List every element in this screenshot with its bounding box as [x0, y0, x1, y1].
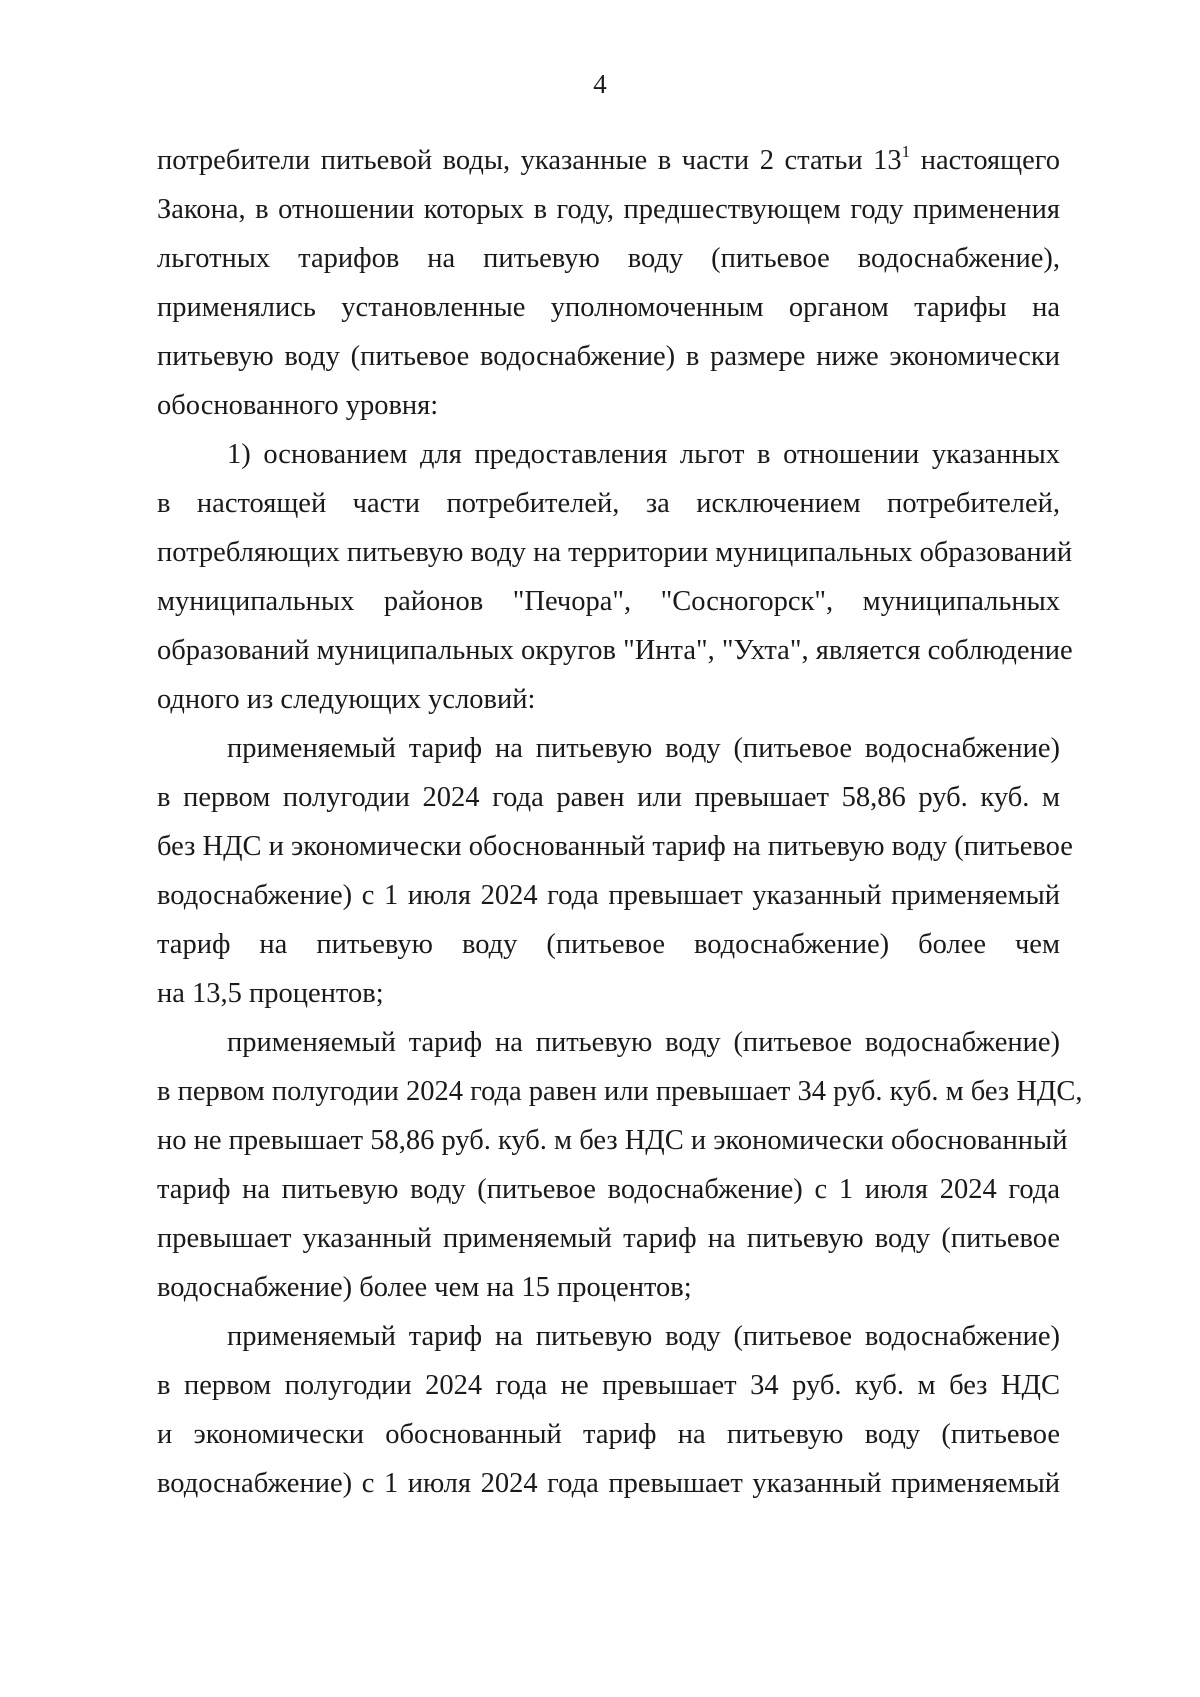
- text-line: тариф на питьевую воду (питьевое водоснабжение) более чем: [157, 929, 1060, 960]
- paragraph-condition-1: [157, 724, 1073, 1018]
- text-line: но не превышает 58,86 руб. куб. м без НДС и экономически обоснованный: [157, 1125, 1068, 1156]
- text-line: в первом полугодии 2024 года не превышает 34 руб. куб. м без НДС: [157, 1370, 1060, 1401]
- paragraph-consumers-intro: [157, 136, 1060, 430]
- text-line: образований муниципальных округов "Инта", "Ухта", является соблюдение: [157, 635, 1073, 666]
- text-line: питьевую воду (питьевое водоснабжение) в размере ниже экономически: [157, 341, 1060, 372]
- text-line: применяемый тариф на питьевую воду (питьевое водоснабжение): [227, 1027, 1060, 1058]
- text-line: 1) основанием для предоставления льгот в отношении указанных: [227, 439, 1060, 470]
- text-line: потребители питьевой воды, указанные в части 2 статьи $13^1$ настоящего: [157, 142, 1060, 176]
- text-line: муниципальных районов "Печора", "Сосногорск", муниципальных: [157, 586, 1060, 617]
- document-body: [157, 136, 1083, 1508]
- text-line: льготных тарифов на питьевую воду (питьевое водоснабжение),: [157, 243, 1060, 274]
- text-line: применяемый тариф на питьевую воду (питьевое водоснабжение): [227, 1321, 1060, 1352]
- page-number: 4: [593, 69, 607, 99]
- text-line: без НДС и экономически обоснованный тариф на питьевую воду (питьевое: [157, 831, 1073, 862]
- paragraph-condition-2: [157, 1018, 1083, 1312]
- paragraph-item-1: [157, 430, 1073, 724]
- superscript: 1: [901, 142, 911, 161]
- text-line: на 13,5 процентов;: [157, 978, 384, 1009]
- text-line: потребляющих питьевую воду на территории муниципальных образований: [157, 537, 1073, 568]
- text-line: водоснабжение) с 1 июля 2024 года превышает указанный применяемый: [157, 880, 1060, 911]
- text-line: применялись установленные уполномоченным органом тарифы на: [157, 292, 1060, 323]
- text-line: в первом полугодии 2024 года равен или превышает 58,86 руб. куб. м: [157, 782, 1060, 813]
- text-line: водоснабжение) с 1 июля 2024 года превышает указанный применяемый: [157, 1468, 1060, 1499]
- text-line: одного из следующих условий:: [157, 684, 536, 715]
- text-line: тариф на питьевую воду (питьевое водоснабжение) с 1 июля 2024 года: [157, 1174, 1060, 1205]
- text-line: обоснованного уровня:: [157, 390, 439, 421]
- text-line: и экономически обоснованный тариф на питьевую воду (питьевое: [157, 1419, 1060, 1450]
- text-line: применяемый тариф на питьевую воду (питьевое водоснабжение): [227, 733, 1060, 764]
- text-line: в первом полугодии 2024 года равен или превышает 34 руб. куб. м без НДС,: [157, 1076, 1083, 1107]
- text-line: в настоящей части потребителей, за исключением потребителей,: [157, 488, 1060, 519]
- paragraph-condition-3: [157, 1312, 1060, 1508]
- text-line: превышает указанный применяемый тариф на питьевую воду (питьевое: [157, 1223, 1060, 1254]
- text-line: Закона, в отношении которых в году, предшествующем году применения: [157, 194, 1060, 225]
- text-line: водоснабжение) более чем на 15 процентов;: [157, 1272, 692, 1303]
